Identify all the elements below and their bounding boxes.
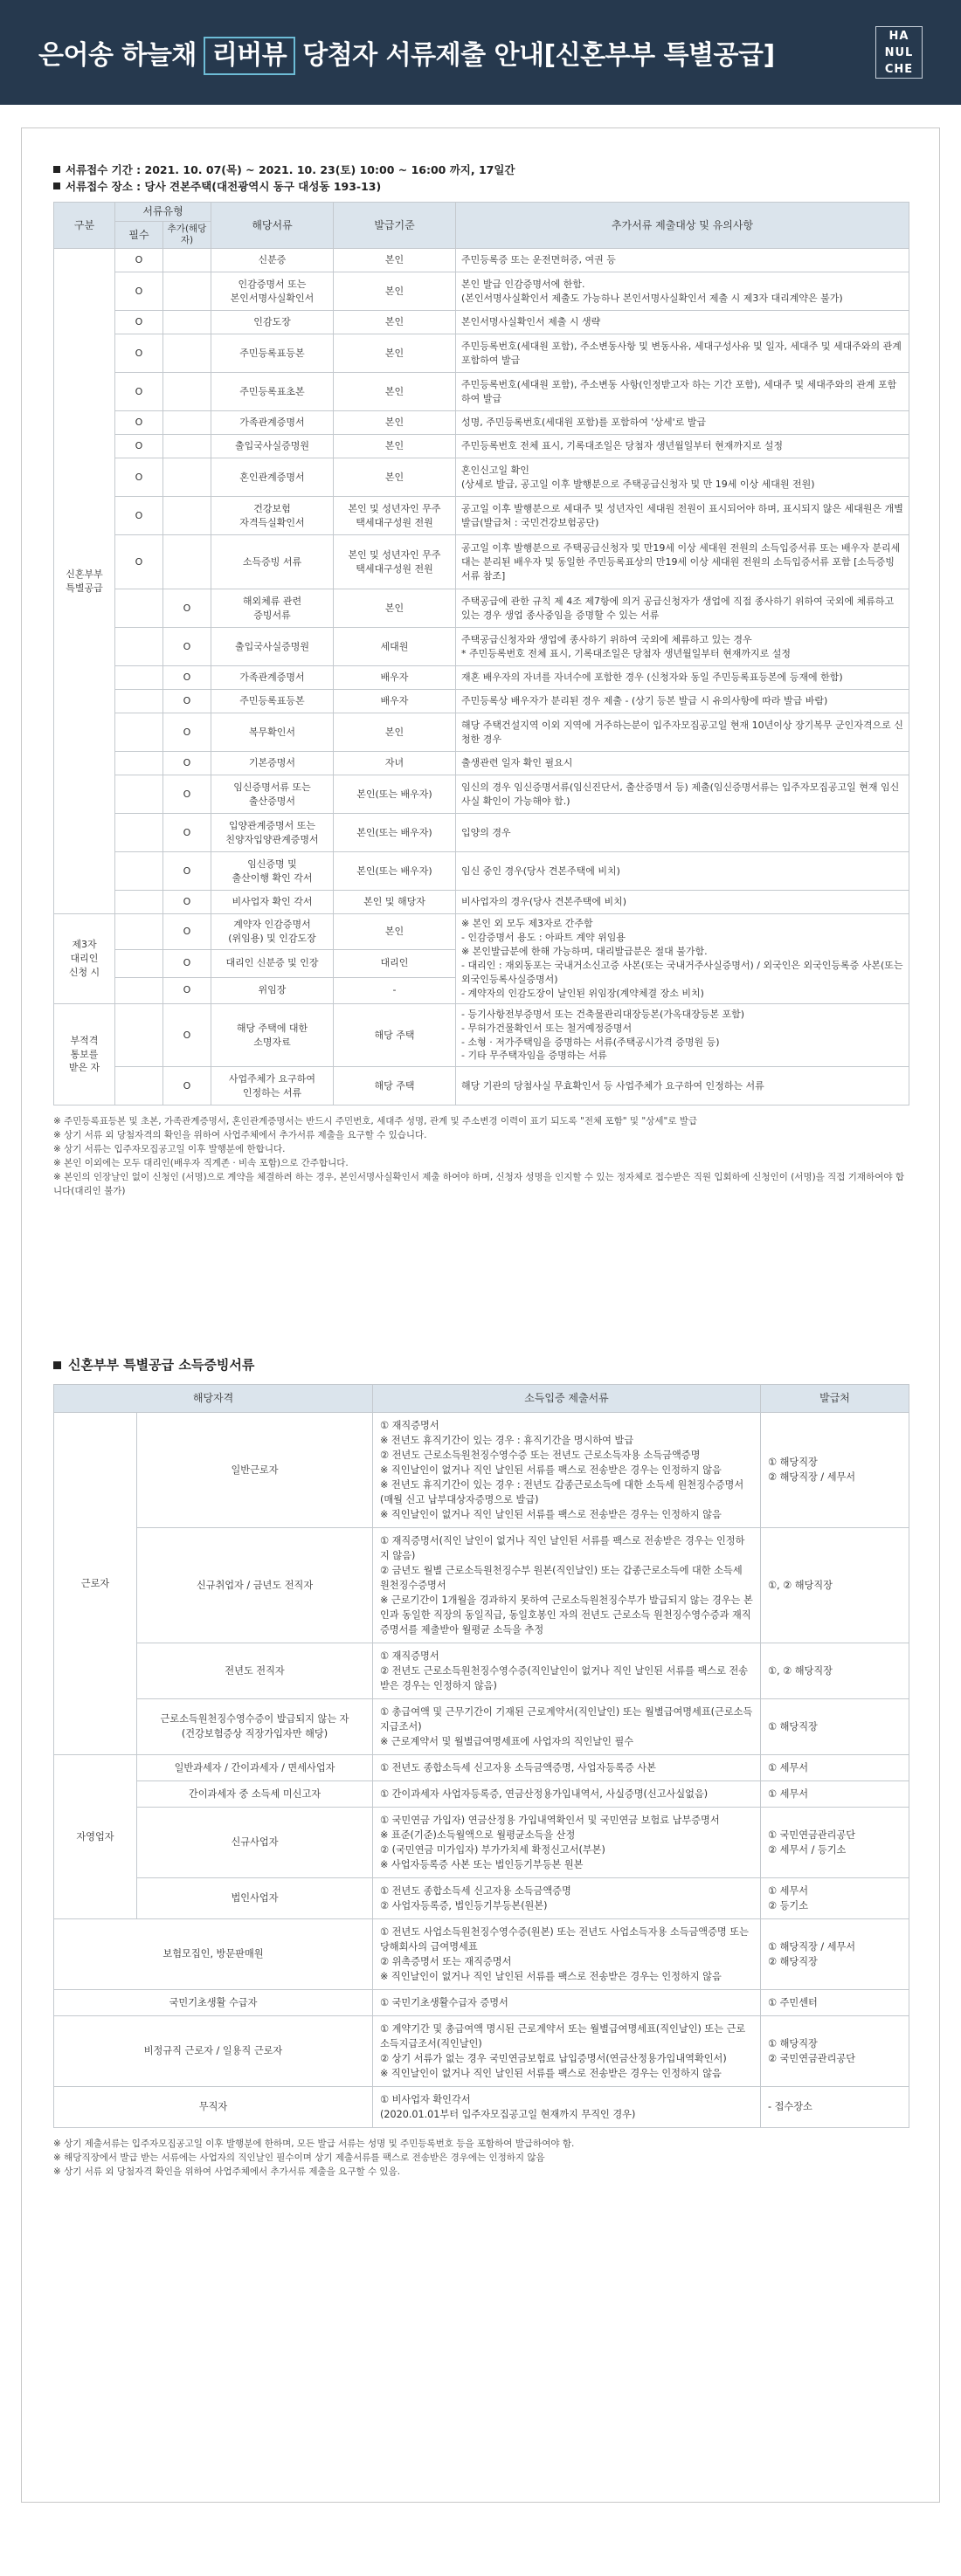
- table-row: [54, 435, 909, 458]
- note: 주택공급에 관한 규칙 제 4조 제7항에 의거 공급신청자가 생업에 직접 종사하기 위하여 국외에 체류하고 있는 경우 생업 종사중임을 증명할 수 있는 서류: [456, 589, 909, 628]
- issuer: 본인: [334, 411, 456, 435]
- additional-mark: [163, 249, 211, 272]
- proof-documents: ① 비사업자 확인각서 (2020.01.01부터 입주자모집공고일 현재까지 무직인 경우): [373, 2086, 761, 2127]
- note: 임신의 경우 임신증명서류(임신진단서, 출산증명서 등) 제출(임신증명서류는 입주자모집공고일 현재 임신사실 확인이 가능해야 함.): [456, 775, 909, 814]
- additional-mark: O: [163, 977, 211, 1003]
- header-additional: 추가(해당자): [163, 222, 211, 249]
- issuing-office: ①, ② 해당직장: [761, 1527, 909, 1643]
- additional-mark: O: [163, 891, 211, 914]
- issuer: 본인: [334, 435, 456, 458]
- note: 주민등록번호 전체 표시, 기록대조일은 당첨자 생년월일부터 현재까지로 설정: [456, 435, 909, 458]
- document-name: 계약자 인감증명서 (위임용) 및 인감도장: [211, 914, 334, 949]
- table-row: [54, 311, 909, 334]
- table-row: [54, 411, 909, 435]
- document-name: 기본증명서: [211, 752, 334, 775]
- required-mark: [115, 775, 163, 814]
- proof-documents: ① 재직증명서 ② 전년도 근로소득원천징수영수증(직인날인이 없거나 직인 날인된 서류를 팩스로 전송받은 경우는 인정하지 않음): [373, 1643, 761, 1698]
- note-line: ※ 상기 제출서류는 입주자모집공고일 이후 발행분에 한하며, 모든 발급 서류는 성명 및 주민등록번호 등을 포함하여 발급하여야 함.: [53, 2138, 575, 2149]
- document-name: 위임장: [211, 977, 334, 1003]
- issuing-office: ① 세무서 ② 등기소: [761, 1877, 909, 1918]
- header-notes: 추가서류 제출대상 및 유의사항: [456, 203, 909, 249]
- required-mark: [115, 949, 163, 977]
- document-name: 출입국사실증명원: [211, 435, 334, 458]
- logo-line: HA: [888, 30, 909, 43]
- document-name: 가족관계증명서: [211, 411, 334, 435]
- required-mark: O: [115, 272, 163, 311]
- note: 입양의 경우: [456, 814, 909, 852]
- table-row: [54, 1807, 909, 1877]
- note: 공고일 이후 발행분으로 주택공급신청자 및 만19세 이상 세대원 전원의 소득입증서류 또는 배우자 분리세대는 분리된 배우자 및 동일한 주민등록표상의 만19세 이상 세대원 전원의 소득입증서류 포함 [소득증빙서류 참조]: [456, 535, 909, 589]
- required-mark: [115, 977, 163, 1003]
- table-row: [54, 2015, 909, 2086]
- issuing-office: ① 주민센터: [761, 1989, 909, 2015]
- table-row: [54, 814, 909, 852]
- issuing-office: - 접수장소: [761, 2086, 909, 2127]
- additional-mark: O: [163, 666, 211, 690]
- section-title: 신혼부부 특별공급 소득증빙서류: [53, 1356, 909, 1375]
- required-mark: O: [115, 334, 163, 373]
- table-row: [54, 1918, 909, 1989]
- income-table-body: [54, 1412, 909, 2127]
- proof-documents: ① 전년도 종합소득세 신고자용 소득금액증명 ② 사업자등록증, 법인등기부등본(원본): [373, 1877, 761, 1918]
- document-name: 출입국사실증명원: [211, 628, 334, 666]
- issuer: 배우자: [334, 690, 456, 713]
- note: 주민등록상 배우자가 분리된 경우 제출 - (상기 등본 발급 시 유의사항에 따라 발급 바람): [456, 690, 909, 713]
- proof-documents: ① 국민기초생활수급자 증명서: [373, 1989, 761, 2015]
- document-name: 혼인관계증명서: [211, 458, 334, 497]
- additional-mark: [163, 435, 211, 458]
- required-mark: [115, 690, 163, 713]
- table-row: [54, 1989, 909, 2015]
- required-mark: [115, 666, 163, 690]
- required-mark: O: [115, 373, 163, 411]
- table-row: [54, 666, 909, 690]
- document-name: 주민등록표초본: [211, 373, 334, 411]
- note: 본인서명사실확인서 제출 시 생략: [456, 311, 909, 334]
- title-suffix: 당첨자 서류제출 안내[신혼부부 특별공급]: [302, 40, 775, 72]
- proof-documents: ① 간이과세자 사업자등록증, 연금산정용가입내역서, 사실증명(신고사실없음): [373, 1780, 761, 1807]
- document-name: 건강보험 자격득실확인서: [211, 497, 334, 535]
- group-label: 근로자: [54, 1412, 137, 1754]
- issuer: 본인 및 성년자인 무주 택세대구성원 전원: [334, 497, 456, 535]
- document-name: 해당 주택에 대한 소명자료: [211, 1004, 334, 1067]
- proof-documents: ① 전년도 종합소득세 신고자용 소득금액증명, 사업자등록증 사본: [373, 1754, 761, 1780]
- header-doc-type: 서류유형: [115, 203, 211, 222]
- issuing-office: ① 해당직장 / 세무서 ② 해당직장: [761, 1918, 909, 1989]
- required-mark: O: [115, 458, 163, 497]
- table-row: [54, 589, 909, 628]
- issuing-office: ① 세무서: [761, 1754, 909, 1780]
- required-mark: [115, 1004, 163, 1067]
- qualification: 신규취업자 / 금년도 전직자: [137, 1527, 373, 1643]
- table-row: [54, 628, 909, 666]
- table-row: [54, 249, 909, 272]
- required-documents-table: [53, 202, 909, 1105]
- bullet-square-icon: [53, 1361, 61, 1369]
- issuer: 자녀: [334, 752, 456, 775]
- issuer: 대리인: [334, 949, 456, 977]
- table-row: [54, 690, 909, 713]
- issuer: 해당 주택: [334, 1067, 456, 1105]
- table-row: [54, 1527, 909, 1643]
- note: 해당 주택건설지역 이외 지역에 거주하는분이 입주자모집공고일 현재 10년이상 장기복무 군인자격으로 신청한 경우: [456, 713, 909, 752]
- required-mark: [115, 713, 163, 752]
- table-row: [54, 334, 909, 373]
- qualification: 보험모집인, 방문판매원: [54, 1918, 373, 1989]
- table-row: [54, 752, 909, 775]
- document-name: 입양관계증명서 또는 친양자입양관계증명서: [211, 814, 334, 852]
- note: 임신 중인 경우(당사 견본주택에 비치): [456, 852, 909, 891]
- note: 본인 발급 인감증명서에 한함. (본인서명사실확인서 제출도 가능하나 본인서명사실확인서 제출 시 제3자 대리계약은 불가): [456, 272, 909, 311]
- proof-documents: ① 총급여액 및 근무기간이 기재된 근로계약서(직인날인) 또는 월별급여명세표(근로소득지급조서) ※ 근로계약서 및 월별급여명세표에 사업자의 직인날인 필수: [373, 1698, 761, 1754]
- bullet-square-icon: [53, 183, 60, 189]
- logo-line: CHE: [884, 63, 914, 76]
- document-name: 임신증명 및 출산이행 확인 각서: [211, 852, 334, 891]
- table-row: [54, 1698, 909, 1754]
- issuer: 해당 주택: [334, 1004, 456, 1067]
- document-name: 인감도장: [211, 311, 334, 334]
- note: 주민등록번호(세대원 포함), 주소변동사항 및 변동사유, 세대구성사유 및 일자, 세대주 및 세대주와의 관계 포함하여 발급: [456, 334, 909, 373]
- note: 주민등록증 또는 운전면허증, 여권 등: [456, 249, 909, 272]
- qualification: 전년도 전직자: [137, 1643, 373, 1698]
- note: 주민등록번호(세대원 포함), 주소변동 사항(인정받고자 하는 기간 포함), 세대주 및 세대주와의 관계 포함하여 발급: [456, 373, 909, 411]
- table-row: [54, 1780, 909, 1807]
- qualification: 비정규직 근로자 / 일용직 근로자: [54, 2015, 373, 2086]
- additional-mark: O: [163, 814, 211, 852]
- additional-mark: O: [163, 1004, 211, 1067]
- note: 공고일 이후 발행분으로 세대주 및 성년자인 세대원 전원이 표시되어야 하며, 표시되지 않은 세대원은 개별 발급(발급처 : 국민건강보험공단): [456, 497, 909, 535]
- issuer: 세대원: [334, 628, 456, 666]
- issuing-office: ① 해당직장 ② 해당직장 / 세무서: [761, 1412, 909, 1527]
- proof-documents: ① 계약기간 및 총급여액 명시된 근로계약서 또는 월별급여명세표(직인날인) 또는 근로소득지급조서(직인날인) ② 상기 서류가 없는 경우 국민연금보험료 납입증명서(연금산정용가입내역확인서) ※ 직인날인이 없거나 직인 날인된 서류를 팩스로 전송받은 경우는 인정하지 않음: [373, 2015, 761, 2086]
- required-mark: [115, 814, 163, 852]
- header-division: 구분: [54, 203, 115, 249]
- additional-mark: O: [163, 752, 211, 775]
- table-row: [54, 852, 909, 891]
- additional-mark: O: [163, 628, 211, 666]
- document-name: 복무확인서: [211, 713, 334, 752]
- issuer: 본인(또는 배우자): [334, 814, 456, 852]
- qualification: 국민기초생활 수급자: [54, 1989, 373, 2015]
- table-row: [54, 497, 909, 535]
- qualification: 무직자: [54, 2086, 373, 2127]
- issuer: 본인 및 성년자인 무주 택세대구성원 전원: [334, 535, 456, 589]
- title-brand: 리버뷰: [204, 37, 295, 75]
- additional-mark: [163, 311, 211, 334]
- header-income-issuer: 발급처: [761, 1384, 909, 1412]
- issuer: 본인: [334, 458, 456, 497]
- document-name: 임신증명서류 또는 출산증명서: [211, 775, 334, 814]
- issuer: 본인: [334, 311, 456, 334]
- page-header: [0, 0, 961, 105]
- table-row: [54, 1877, 909, 1918]
- table-row: [54, 373, 909, 411]
- table-row: [54, 458, 909, 497]
- additional-mark: O: [163, 589, 211, 628]
- proof-documents: ① 재직증명서(직인 날인이 없거나 직인 날인된 서류를 팩스로 전송받은 경우는 인정하지 않음) ② 금년도 월별 근로소득원천징수부 원본(직인날인) 또는 갑종근로소득에 대한 소득세 원천징수증명서 ※ 근로기간이 1개월을 경과하지 못하여 근로소득원천징수부가 발급되지 않는 경우는 본인과 동일한 직장의 동일직급, 동일호봉인 자의 전년도 근로소득 원천징수영수증과 재직증명서를 제출받아 월평균 소득을 추정: [373, 1527, 761, 1643]
- issuer: 본인 및 해당자: [334, 891, 456, 914]
- issuer: 본인: [334, 334, 456, 373]
- income-proof-table: [53, 1384, 909, 2128]
- issuer: 본인(또는 배우자): [334, 775, 456, 814]
- additional-mark: [163, 497, 211, 535]
- document-name: 주민등록표등본: [211, 690, 334, 713]
- issuer: 배우자: [334, 666, 456, 690]
- note-line: ※ 본인 이외에는 모두 대리인(배우자 직계존 · 비속 포함)으로 간주합니다.: [53, 1158, 349, 1169]
- note-line: ※ 주민등록표등본 및 초본, 가족관계증명서, 혼인관계증명서는 반드시 주민번호, 세대주 성명, 관계 및 주소변경 이력이 표기 되도록 "전체 포함" 및 "상세"로 발급: [53, 1116, 698, 1127]
- required-mark: O: [115, 249, 163, 272]
- title-prefix: 은어송 하늘채: [38, 40, 197, 72]
- table-row: [54, 272, 909, 311]
- table-row: [54, 775, 909, 814]
- required-mark: [115, 1067, 163, 1105]
- issuer: 본인: [334, 713, 456, 752]
- table-row: [54, 2086, 909, 2127]
- note: 출생관련 일자 확인 필요시: [456, 752, 909, 775]
- required-mark: [115, 589, 163, 628]
- additional-mark: [163, 458, 211, 497]
- additional-mark: O: [163, 949, 211, 977]
- income-notes-list: [53, 2137, 909, 2179]
- issuing-office: ① 해당직장 ② 국민연금관리공단: [761, 2015, 909, 2086]
- additional-mark: [163, 535, 211, 589]
- submission-period: 서류접수 기간 : 2021. 10. 07(목) ~ 2021. 10. 23(토) 10:00 ~ 16:00 까지, 17일간: [53, 162, 909, 178]
- note: 비사업자의 경우(당사 견본주택에 비치): [456, 891, 909, 914]
- qualification: 신규사업자: [137, 1807, 373, 1877]
- group-label: 자영업자: [54, 1754, 137, 1918]
- qualification: 법인사업자: [137, 1877, 373, 1918]
- document-name: 주민등록표등본: [211, 334, 334, 373]
- issuer: 본인: [334, 589, 456, 628]
- hanulche-logo: [875, 26, 923, 79]
- additional-mark: O: [163, 713, 211, 752]
- documents-table-body: [54, 249, 909, 1105]
- note: 혼인신고일 확인 (상세로 발급, 공고일 이후 발행분으로 주택공급신청자 및 만 19세 이상 세대원 전원): [456, 458, 909, 497]
- note: - 등기사항전부증명서 또는 건축물관리대장등본(가옥대장등본 포함) - 무허가건물확인서 또는 철거예정증명서 - 소형 · 저가주택임을 증명하는 서류(주택공시가격 증명원 등) - 기타 무주택자임을 증명하는 서류: [456, 1004, 909, 1067]
- additional-mark: O: [163, 690, 211, 713]
- required-mark: [115, 852, 163, 891]
- qualification: 일반근로자: [137, 1412, 373, 1527]
- table-row: [54, 535, 909, 589]
- qualification: 간이과세자 중 소득세 미신고자: [137, 1780, 373, 1807]
- proof-documents: ① 국민연금 가입자) 연금산정용 가입내역확인서 및 국민연금 보험료 납부증명서 ※ 표준(기준)소득월액으로 월평균소득을 산정 ② (국민연금 미가입자) 부가가치세 확정신고서(부본) ※ 사업자등록증 사본 또는 법인등기부등본 원본: [373, 1807, 761, 1877]
- table-row: [54, 1004, 909, 1067]
- note: 주택공급신청자와 생업에 종사하기 위하여 국외에 체류하고 있는 경우 * 주민등록번호 전체 표시, 기록대조일은 당첨자 생년월일부터 현재까지로 설정: [456, 628, 909, 666]
- document-name: 사업주체가 요구하여 인정하는 서류: [211, 1067, 334, 1105]
- note: 성명, 주민등록번호(세대원 포함)를 포함하여 '상세'로 발급: [456, 411, 909, 435]
- document-name: 대리인 신분증 및 인장: [211, 949, 334, 977]
- required-mark: [115, 891, 163, 914]
- additional-mark: [163, 334, 211, 373]
- required-mark: O: [115, 535, 163, 589]
- additional-mark: O: [163, 852, 211, 891]
- additional-mark: [163, 411, 211, 435]
- header-document: 해당서류: [211, 203, 334, 249]
- issuer: 본인: [334, 914, 456, 949]
- proof-documents: ① 재직증명서 ※ 전년도 휴직기간이 있는 경우 : 휴직기간을 명시하여 발급 ② 전년도 근로소득원천징수영수증 또는 전년도 근로소득자용 소득금액증명 ※ 직인날인이 없거나 직인 날인된 서류를 팩스로 전송받은 경우는 인정하지 않음 ※ 전년도 휴직기간이 있는 경우 : 전년도 갑종근로소득에 대한 소득세 원천징수증명서(매월 신고 납부대상자증명으로 발급) ※ 직인날인이 없거나 직인 날인된 서류를 팩스로 전송받은 경우는 인정하지 않음: [373, 1412, 761, 1527]
- submission-place: 서류접수 장소 : 당사 견본주택(대전광역시 동구 대성동 193-13): [53, 178, 909, 195]
- required-mark: [115, 752, 163, 775]
- page-title: [38, 37, 775, 75]
- additional-mark: O: [163, 1067, 211, 1105]
- document-name: 인감증명서 또는 본인서명사실확인서: [211, 272, 334, 311]
- note-line: ※ 상기 서류는 입주자모집공고일 이후 발행분에 한합니다.: [53, 1144, 286, 1155]
- qualification: 근로소득원천징수영수증이 발급되지 않는 자 (건강보험증상 직장가입자만 해당): [137, 1698, 373, 1754]
- group-label: 신혼부부 특별공급: [54, 249, 115, 914]
- proof-documents: ① 전년도 사업소득원천징수영수증(원본) 또는 전년도 사업소득자용 소득금액증명 또는 당해회사의 급여명세표 ② 위촉증명서 또는 재직증명서 ※ 직인날인이 없거나 직인 날인된 서류를 팩스로 전송받은 경우는 인정하지 않음: [373, 1918, 761, 1989]
- header-issuer: 발급기준: [334, 203, 456, 249]
- document-name: 신분증: [211, 249, 334, 272]
- qualification: 일반과세자 / 간이과세자 / 면세사업자: [137, 1754, 373, 1780]
- submission-section: [53, 162, 909, 1198]
- note-line: ※ 상기 서류 외 당첨자격의 확인을 위하여 사업주체에서 추가서류 제출을 요구할 수 있습니다.: [53, 1130, 427, 1141]
- document-name: 가족관계증명서: [211, 666, 334, 690]
- note-line: ※ 상기 서류 외 당첨자격 확인을 위하여 사업주체에서 추가서류 제출을 요구할 수 있음.: [53, 2166, 401, 2177]
- additional-mark: O: [163, 914, 211, 949]
- table-row: [54, 1412, 909, 1527]
- issuer: 본인(또는 배우자): [334, 852, 456, 891]
- required-mark: O: [115, 311, 163, 334]
- header-qualification: 해당자격: [54, 1384, 373, 1412]
- additional-mark: [163, 272, 211, 311]
- table-row: [54, 914, 909, 949]
- required-mark: O: [115, 435, 163, 458]
- note: 재혼 배우자의 자녀를 자녀수에 포함한 경우 (신청자와 동일 주민등록표등본에 등재에 한함): [456, 666, 909, 690]
- table-row: [54, 713, 909, 752]
- document-name: 비사업자 확인 각서: [211, 891, 334, 914]
- table-row: [54, 1067, 909, 1105]
- note: 해당 기관의 당첨사실 무효확인서 등 사업주체가 요구하여 인정하는 서류: [456, 1067, 909, 1105]
- table-row: [54, 891, 909, 914]
- document-name: 해외체류 관련 증빙서류: [211, 589, 334, 628]
- group-label: 제3자 대리인 신청 시: [54, 914, 115, 1004]
- note: ※ 본인 외 모두 제3자로 간주함 - 인감증명서 용도 : 아파트 계약 위임용 ※ 본인발급분에 한해 가능하며, 대리발급분은 절대 불가함. - 대리인 : 재외동포는 국내거소신고증 사본(또는 국내거주사실증명서) / 외국인은 외국인등록증 사본(또는 외국인등록사실증명서) - 계약자의 인감도장이 날인된 위임장(계약체결 장소 비치): [456, 914, 909, 1004]
- required-mark: O: [115, 497, 163, 535]
- note-line: ※ 해당직장에서 발급 받는 서류에는 사업자의 직인날인 필수이며 상기 제출서류를 팩스로 전송받은 경우에는 인정하지 않음: [53, 2152, 545, 2163]
- notes-list: [53, 1114, 909, 1198]
- additional-mark: [163, 373, 211, 411]
- additional-mark: O: [163, 775, 211, 814]
- logo-line: NUL: [884, 46, 914, 59]
- bullet-square-icon: [53, 166, 60, 173]
- header-income-docs: 소득입증 제출서류: [373, 1384, 761, 1412]
- table-row: [54, 1754, 909, 1780]
- issuing-office: ①, ② 해당직장: [761, 1643, 909, 1698]
- issuing-office: ① 세무서: [761, 1780, 909, 1807]
- header-required: 필수: [115, 222, 163, 249]
- issuer: -: [334, 977, 456, 1003]
- note-line: ※ 본인의 인장날인 없이 신청인 (서명)으로 계약을 체결하려 하는 경우, 본인서명사실확인서 제출 하여야 하며, 신청자 성명을 인지할 수 있는 정자체로 접수받은 직원 입회하에 신청인이 (서명)을 직접 기재하여야 합니다(대리인 불가): [53, 1172, 904, 1197]
- document-paper: [21, 127, 940, 2503]
- required-mark: [115, 628, 163, 666]
- issuer: 본인: [334, 249, 456, 272]
- group-label: 부적격 통보를 받은 자: [54, 1004, 115, 1105]
- income-proof-section: [53, 1356, 909, 2179]
- required-mark: O: [115, 411, 163, 435]
- document-name: 소득증빙 서류: [211, 535, 334, 589]
- issuing-office: ① 국민연금관리공단 ② 세무서 / 등기소: [761, 1807, 909, 1877]
- required-mark: [115, 914, 163, 949]
- issuer: 본인: [334, 272, 456, 311]
- issuer: 본인: [334, 373, 456, 411]
- table-row: [54, 1643, 909, 1698]
- issuing-office: ① 해당직장: [761, 1698, 909, 1754]
